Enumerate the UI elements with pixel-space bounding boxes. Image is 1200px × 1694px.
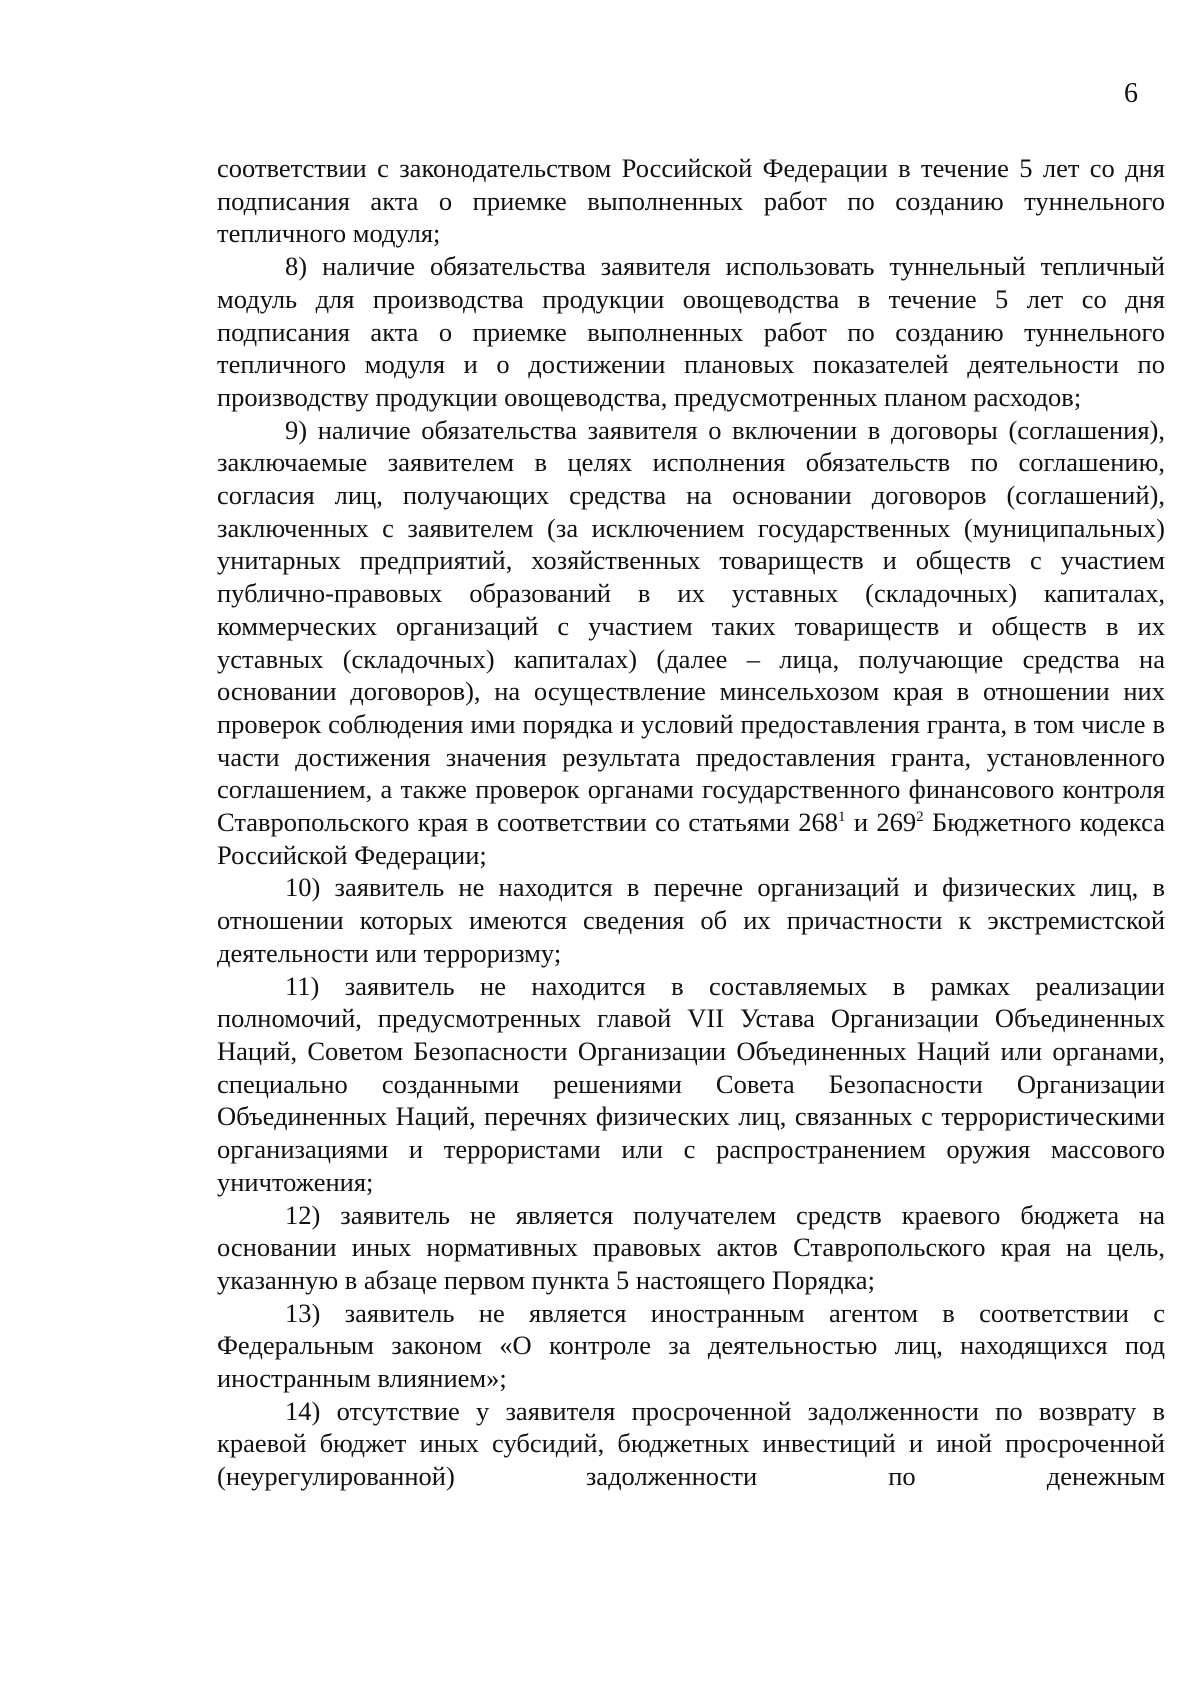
document-body <box>217 152 1165 1493</box>
paragraph-item-12: 12) заявитель не является получателем средств краевого бюджета на основании иных нормативных правовых актов Ставропольского края на цель, указанную в абзаце первом пункта 5 настоящего Порядка; <box>217 1199 1165 1295</box>
paragraph-continuation: соответствии с законодательством Российской Федерации в течение 5 лет со дня подписания акта о приемке выполненных работ по созданию туннельного тепличного модуля; <box>217 153 1165 249</box>
superscript-1: 1 <box>838 809 846 826</box>
paragraph-item-9-text-a: 9) наличие обязательства заявителя о включении в договоры (соглашения), заключаемые заявителем в целях исполнения обязательств по соглашению, согласия лиц, получающих средства на основании договоров (соглашений), заключенных с заявителем (за исключением государственных (муниципальных) унитарных предприятий, хозяйственных товариществ и обществ с участием публично-правовых образований в их уставных (складочных) капиталах, коммерческих организаций с участием таких товариществ и обществ в их уставных (складочных) капиталах) (далее – лица, получающие средства на основании договоров), на осуществление минсельхозом края в отношении них проверок соблюдения ими порядка и условий предоставления гранта, в том числе в части достижения значения результата предоставления гранта, установленного соглашением, а также проверок органами государственного финансового контроля Ставропольского края в соответствии со статьями 268 <box>217 414 1165 838</box>
paragraph-item-9-text-b: и 269 <box>845 807 917 838</box>
page-number: 6 <box>1124 78 1138 109</box>
paragraph-item-13: 13) заявитель не является иностранным агентом в соответствии с Федеральным законом «О контроле за деятельностью лиц, находящихся под иностранным влиянием»; <box>217 1297 1165 1394</box>
superscript-2: 2 <box>916 809 924 826</box>
paragraph-item-8: 8) наличие обязательства заявителя использовать туннельный тепличный модуль для производства продукции овощеводства в течение 5 лет со дня подписания акта о приемке выполненных работ по созданию туннельного тепличного модуля и о достижении плановых показателей деятельности по производству продукции овощеводства, предусмотренных планом расходов; <box>217 251 1165 412</box>
paragraph-item-9 <box>217 414 1165 872</box>
paragraph-item-10: 10) заявитель не находится в перечне организаций и физических лиц, в отношении которых имеются сведения об их причастности к экстремистской деятельности или терроризму; <box>217 872 1165 968</box>
paragraph-item-11: 11) заявитель не находится в составляемых в рамках реализации полномочий, предусмотренных главой VII Устава Организации Объединенных Наций, Советом Безопасности Организации Объединенных Наций или органами, специально созданными решениями Совета Безопасности Организации Объединенных Наций, перечнях физических лиц, связанных с террористическими организациями и террористами или с распространением оружия массового уничтожения; <box>217 970 1165 1197</box>
paragraph-item-9-text-c: Бюджетного кодекса Российской Федерации; <box>217 807 1165 870</box>
paragraph-item-14: 14) отсутствие у заявителя просроченной задолженности по возврату в краевой бюджет иных субсидий, бюджетных инвестиций и иной просроченной (неурегулированной) задолженности по денежным <box>217 1395 1165 1492</box>
